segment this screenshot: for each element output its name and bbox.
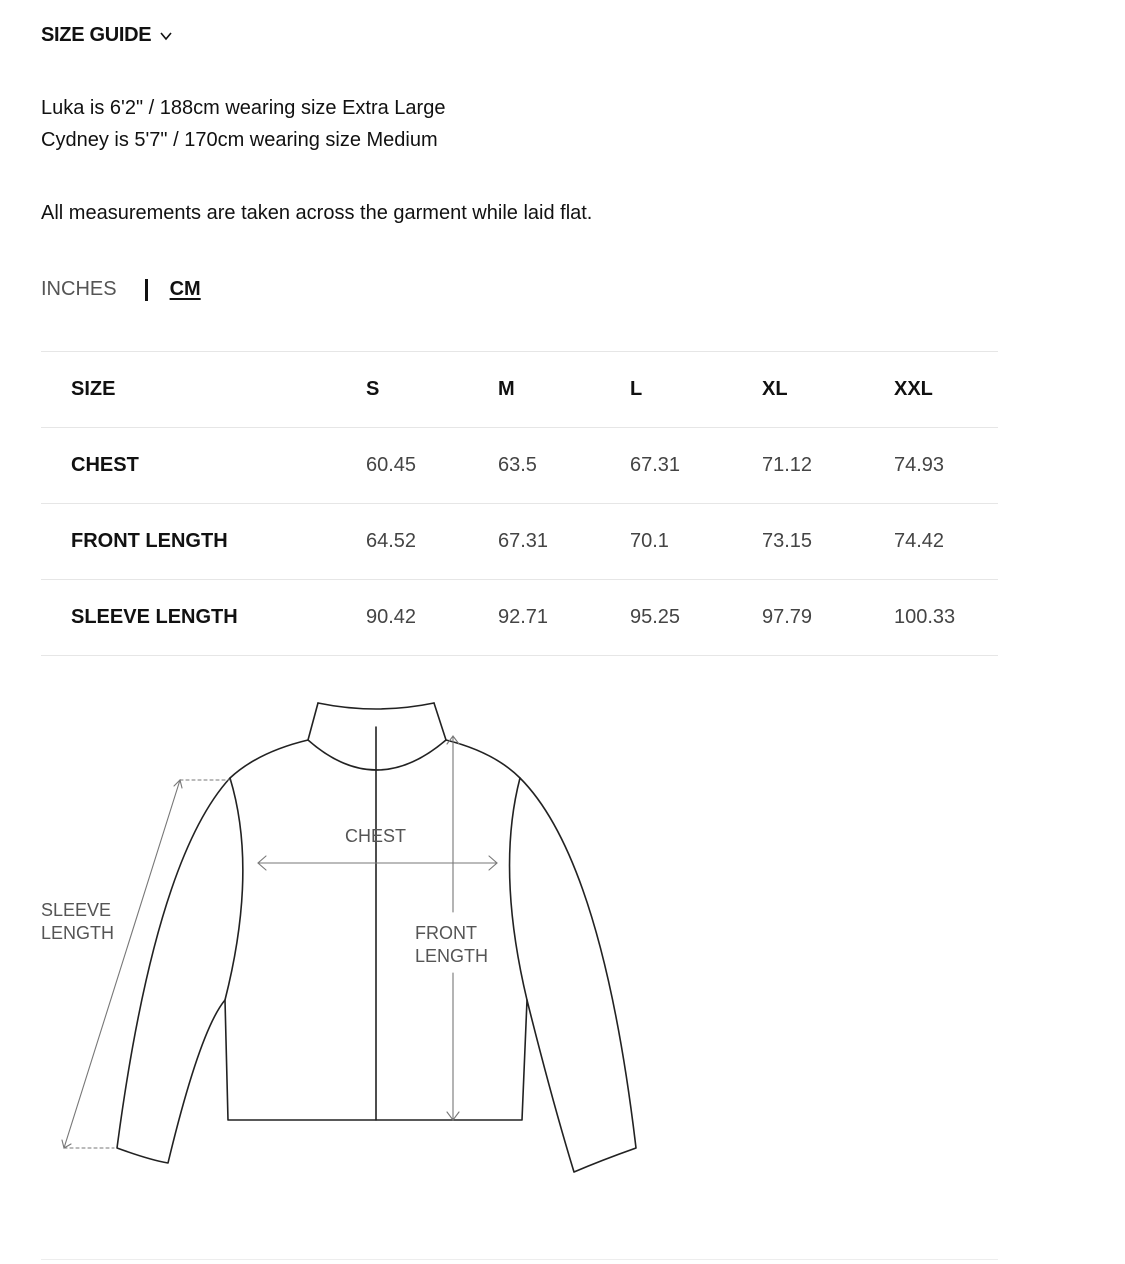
row-label-front-length: FRONT LENGTH <box>71 530 228 552</box>
table-cell: 60.45 <box>366 454 417 476</box>
size-guide-title: SIZE GUIDE <box>41 23 152 46</box>
unit-cm-option[interactable]: CM <box>169 278 201 300</box>
bottom-divider <box>41 1259 998 1260</box>
garment-diagram <box>0 680 700 1200</box>
size-table <box>41 351 998 656</box>
table-cell: 70.1 <box>630 530 669 552</box>
table-cell: 67.31 <box>498 530 549 552</box>
table-cell: 92.71 <box>498 606 549 628</box>
unit-separator <box>145 279 148 301</box>
size-guide-toggle[interactable] <box>41 20 173 50</box>
table-cell: 90.42 <box>366 606 417 628</box>
row-label-sleeve-length: SLEEVE LENGTH <box>71 606 238 628</box>
model-info-line: Cydney is 5'7" / 170cm wearing size Medium <box>41 129 438 151</box>
unit-inches-option[interactable]: INCHES <box>41 278 117 300</box>
table-cell: 95.25 <box>630 606 681 628</box>
row-label-chest: CHEST <box>71 454 139 476</box>
size-xxl-header: XXL <box>894 378 933 400</box>
unit-toggle <box>41 278 201 301</box>
model-info <box>41 92 445 156</box>
table-cell: 100.33 <box>894 606 956 628</box>
size-s-header: S <box>366 378 380 400</box>
chest-measure-label: CHEST <box>345 826 407 846</box>
table-cell: 63.5 <box>498 454 537 476</box>
table-cell: 64.52 <box>366 530 417 552</box>
measurement-note: All measurements are taken across the garment while laid flat. <box>41 202 593 224</box>
table-header-label: SIZE <box>71 378 116 400</box>
table-cell: 71.12 <box>762 454 813 476</box>
table-header-row <box>41 352 998 428</box>
table-row <box>41 504 998 580</box>
table-cell: 67.31 <box>630 454 681 476</box>
table-cell: 97.79 <box>762 606 813 628</box>
table-cell: 74.42 <box>894 530 945 552</box>
size-xl-header: XL <box>762 378 788 400</box>
model-info-line: Luka is 6'2" / 188cm wearing size Extra Large <box>41 97 446 119</box>
table-row <box>41 428 998 504</box>
size-m-header: M <box>498 378 515 400</box>
table-cell: 74.93 <box>894 454 945 476</box>
table-cell: 73.15 <box>762 530 813 552</box>
chevron-down-icon <box>159 29 173 43</box>
table-row <box>41 580 998 656</box>
size-l-header: L <box>630 378 643 400</box>
front-length-label: FRONT LENGTH <box>415 923 489 966</box>
sleeve-length-label: SLEEVE LENGTH <box>41 900 115 943</box>
